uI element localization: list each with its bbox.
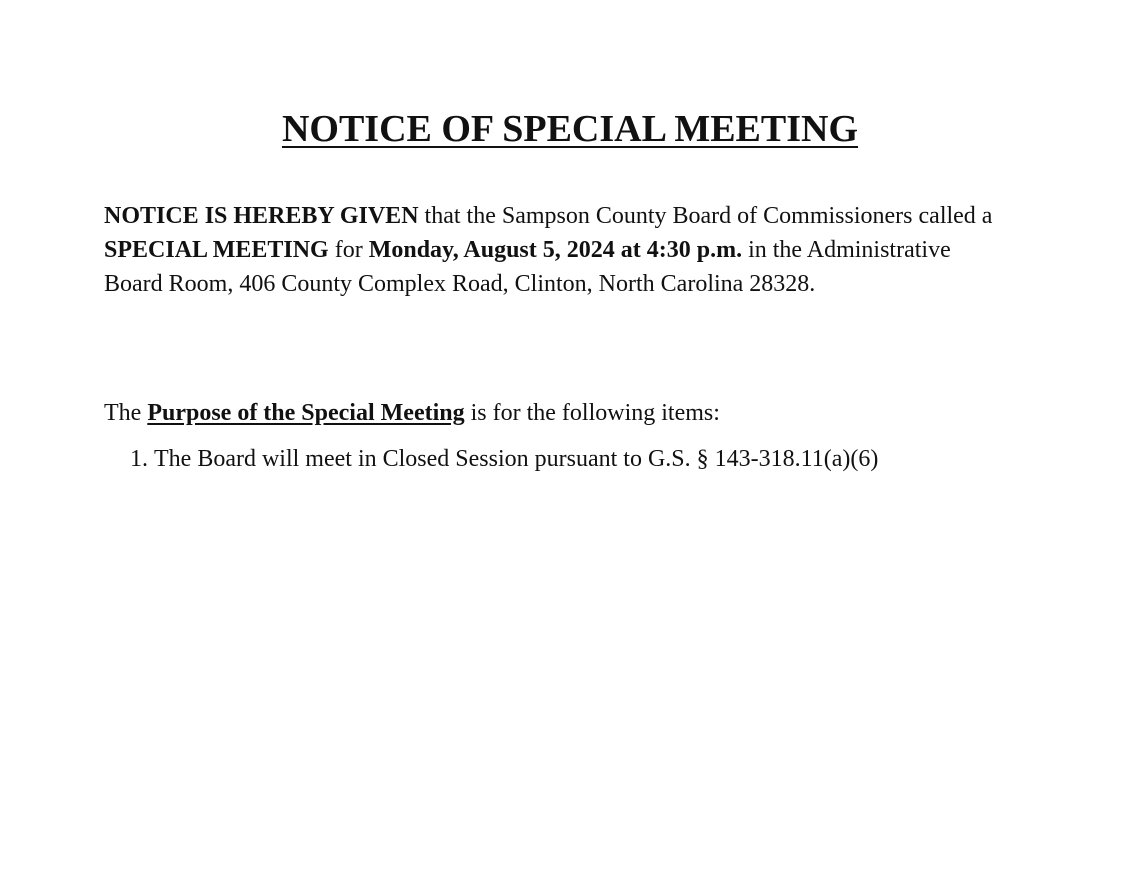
notice-text-3: in the Administrative Board Room, 406 County Complex Road, Clinton, North Carolina 28328. bbox=[104, 237, 951, 297]
notice-text-1: that the Sampson County Board of Commissioners called a bbox=[418, 203, 993, 229]
purpose-heading: Purpose of the Special Meeting bbox=[147, 400, 465, 426]
purpose-line bbox=[104, 396, 1004, 430]
meeting-type: SPECIAL MEETING bbox=[104, 237, 329, 263]
list-item bbox=[130, 442, 1030, 476]
agenda-list bbox=[130, 442, 1030, 476]
document-title-text: NOTICE OF SPECIAL MEETING bbox=[281, 108, 859, 150]
document-title bbox=[0, 104, 1140, 154]
purpose-prefix: The bbox=[104, 400, 148, 426]
notice-text-2: for bbox=[328, 237, 369, 263]
notice-lead: NOTICE IS HEREBY GIVEN bbox=[104, 203, 419, 229]
list-item-number: 1. bbox=[130, 446, 148, 472]
purpose-suffix: is for the following items: bbox=[464, 400, 720, 426]
meeting-datetime: Monday, August 5, 2024 at 4:30 p.m. bbox=[368, 237, 743, 263]
notice-paragraph bbox=[104, 199, 1004, 301]
list-item-text: The Board will meet in Closed Session pursuant to G.S. § 143-318.11(a)(6) bbox=[154, 446, 879, 472]
